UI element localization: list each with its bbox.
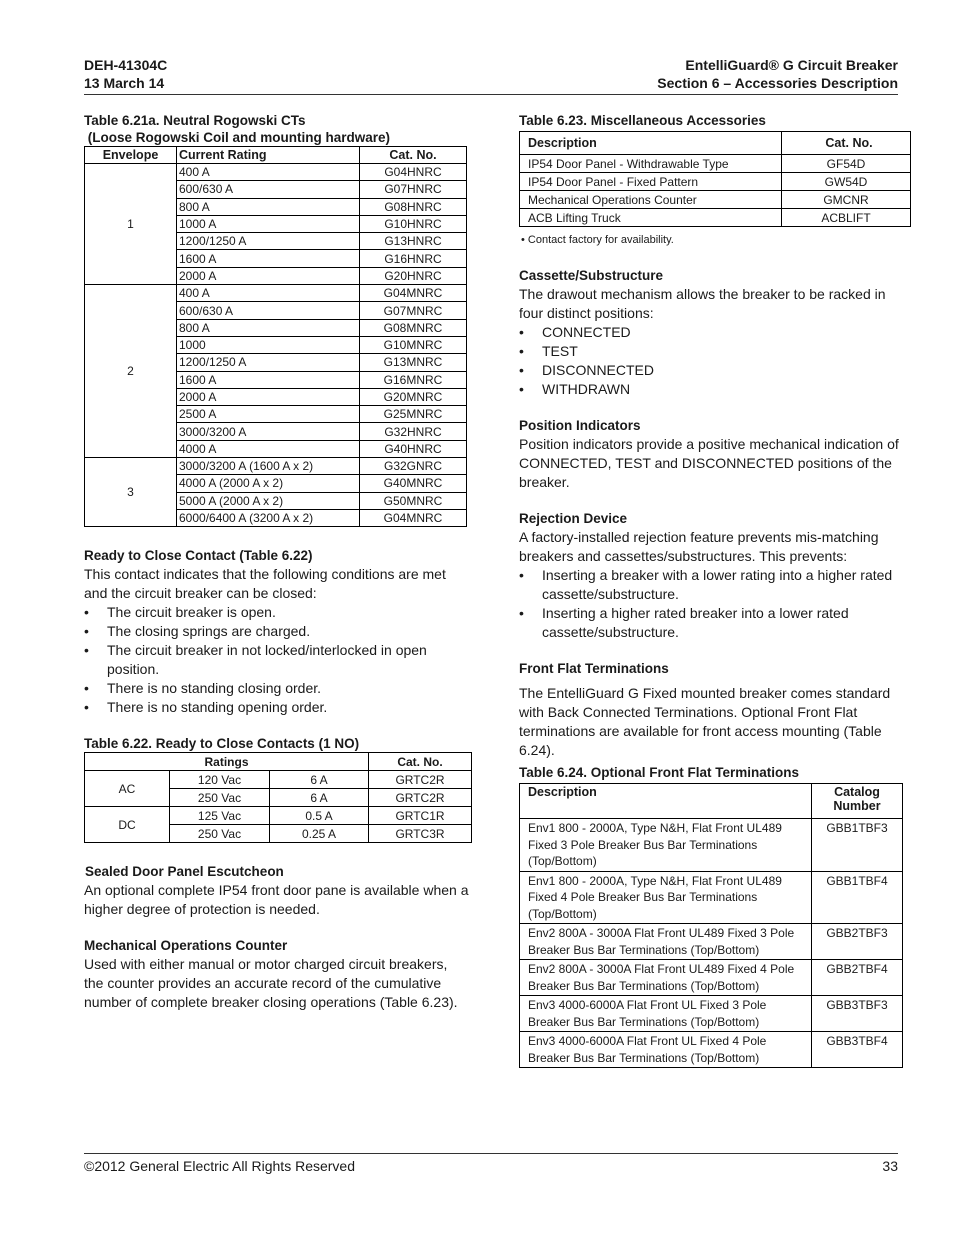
cat-cell: G20MNRC <box>360 388 467 405</box>
table-row <box>85 285 467 302</box>
rating-cell: 400 A <box>177 164 360 181</box>
desc-cell: IP54 Door Panel - Withdrawable Type <box>520 155 782 173</box>
envelope-cell: 1 <box>85 164 177 285</box>
rating-cell: 1200/1250 A <box>177 233 360 250</box>
rejection-heading: Rejection Device <box>519 511 628 526</box>
table-row <box>520 819 903 872</box>
desc-cell: Env3 4000-6000A Flat Front UL Fixed 3 Pole Breaker Bus Bar Terminations (Top/Bottom) <box>520 996 812 1032</box>
col-current-rating: Current Rating <box>177 147 360 164</box>
ready-to-close-heading: Ready to Close Contact (Table 6.22) <box>84 548 313 564</box>
col-description: Description <box>520 132 782 155</box>
col-catalog-number: Catalog Number <box>812 784 903 819</box>
rating-cell: 800 A <box>177 319 360 336</box>
rating-cell: 600/630 A <box>177 302 360 319</box>
desc-cell: Mechanical Operations Counter <box>520 191 782 209</box>
desc-cell: Env3 4000-6000A Flat Front UL Fixed 4 Pole Breaker Bus Bar Terminations (Top/Bottom) <box>520 1032 812 1068</box>
rating-cell: 4000 A (2000 A x 2) <box>177 475 360 492</box>
current-cell: 0.5 A <box>270 807 369 825</box>
mech-counter-text: Used with either manual or motor charged circuit breakers, the counter provides an accurate record of the cumulative number of complete breaker closing operations (Table 6.23). <box>84 956 458 1011</box>
table-row <box>520 191 911 209</box>
cat-cell: G50MNRC <box>360 492 467 509</box>
page-footer <box>84 1153 898 1175</box>
col-description: Description <box>520 784 812 819</box>
table-row <box>520 924 903 960</box>
voltage-cell: 250 Vac <box>170 825 270 843</box>
desc-cell: Env1 800 - 2000A, Type N&H, Flat Front UL489 Fixed 3 Pole Breaker Bus Bar Terminations (Top/Bottom) <box>520 819 812 872</box>
col-cat-no: Cat. No. <box>782 132 911 155</box>
table-row <box>520 155 911 173</box>
neutral-rogowski-table <box>84 146 467 527</box>
cat-cell: G13HNRC <box>360 233 467 250</box>
current-cell: 6 A <box>270 771 369 789</box>
list-item: • Inserting a breaker with a lower rating into a higher rated cassette/substructure. <box>519 566 911 604</box>
cat-cell: G32HNRC <box>360 423 467 440</box>
page-header <box>84 56 898 95</box>
rating-cell: 1000 <box>177 336 360 353</box>
cat-cell: G07MNRC <box>360 302 467 319</box>
table-row <box>85 807 472 825</box>
rating-cell: 2000 A <box>177 267 360 284</box>
rating-cell: 1200/1250 A <box>177 354 360 371</box>
cat-cell: GBB3TBF4 <box>812 1032 903 1068</box>
front-flat-text: The EntelliGuard G Fixed mounted breaker comes standard with Back Connected Terminations. Optional Front Flat terminations are available for front access mounting (Table 6.24). <box>519 685 891 758</box>
cat-cell: G04HNRC <box>360 164 467 181</box>
header-right <box>84 56 898 92</box>
rating-cell: 800 A <box>177 198 360 215</box>
current-cell: 0.25 A <box>270 825 369 843</box>
cat-cell: G16HNRC <box>360 250 467 267</box>
list-item: • WITHDRAWN <box>519 380 911 399</box>
cat-cell: G16MNRC <box>360 371 467 388</box>
desc-cell: Env1 800 - 2000A, Type N&H, Flat Front UL489 Fixed 4 Pole Breaker Bus Bar Terminations (Top/Bottom) <box>520 871 812 924</box>
cat-cell: GRTC2R <box>369 771 472 789</box>
list-item: • The closing springs are charged. <box>84 622 470 641</box>
cat-cell: G10MNRC <box>360 336 467 353</box>
cat-cell: GRTC1R <box>369 807 472 825</box>
section-title: Section 6 – Accessories Description <box>657 75 898 91</box>
cat-cell: G08MNRC <box>360 319 467 336</box>
current-cell: 6 A <box>270 789 369 807</box>
cat-cell: GBB3TBF3 <box>812 996 903 1032</box>
rating-cell: 3000/3200 A (1600 A x 2) <box>177 458 360 475</box>
table-row <box>520 1032 903 1068</box>
table-row <box>520 871 903 924</box>
cat-cell: G32GNRC <box>360 458 467 475</box>
table-624-caption: Table 6.24. Optional Front Flat Terminations <box>519 765 800 780</box>
cat-cell: ACBLIFT <box>782 209 911 227</box>
list-item: • DISCONNECTED <box>519 361 911 380</box>
col-envelope: Envelope <box>85 147 177 164</box>
cat-cell: GRTC2R <box>369 789 472 807</box>
col-cat-no: Cat. No. <box>360 147 467 164</box>
right-column <box>519 112 911 1068</box>
cat-cell: G25MNRC <box>360 406 467 423</box>
rating-cell: 400 A <box>177 285 360 302</box>
list-item: • CONNECTED <box>519 323 911 342</box>
voltage-cell: 120 Vac <box>170 771 270 789</box>
rating-cell: 3000/3200 A <box>177 423 360 440</box>
cassette-positions-list <box>519 323 911 399</box>
availability-note: • Contact factory for availability. <box>521 234 674 246</box>
page-number: 33 <box>882 1158 898 1174</box>
list-item: • Inserting a higher rated breaker into a lower rated cassette/substructure. <box>519 604 911 642</box>
rating-cell: 1600 A <box>177 371 360 388</box>
front-flat-heading: Front Flat Terminations <box>519 661 669 676</box>
cat-cell: G40HNRC <box>360 440 467 457</box>
cat-cell: G20HNRC <box>360 267 467 284</box>
caption-line-1: Table 6.21a. Neutral Rogowski CTs <box>84 113 306 128</box>
table-row <box>520 173 911 191</box>
table-621-caption <box>84 112 470 146</box>
ready-to-close-list <box>84 603 470 717</box>
envelope-cell: 2 <box>85 285 177 458</box>
table-row <box>520 960 903 996</box>
list-item: • The circuit breaker is open. <box>84 603 470 622</box>
caption-line-2: (Loose Rogowski Coil and mounting hardware) <box>84 130 391 145</box>
doc-date: 13 March 14 <box>84 75 165 91</box>
list-item: • The circuit breaker in not locked/interlocked in open position. <box>84 641 470 679</box>
cat-cell: GF54D <box>782 155 911 173</box>
ready-to-close-intro: This contact indicates that the following conditions are met and the circuit breaker can be closed: <box>84 566 446 602</box>
col-cat-no: Cat. No. <box>369 753 472 771</box>
rating-cell: 1000 A <box>177 215 360 232</box>
left-column <box>84 112 470 1012</box>
desc-cell: ACB Lifting Truck <box>520 209 782 227</box>
cassette-intro: The drawout mechanism allows the breaker to be racked in four distinct positions: <box>519 286 886 321</box>
voltage-cell: 250 Vac <box>170 789 270 807</box>
cat-cell: GBB2TBF4 <box>812 960 903 996</box>
position-indicators-text: Position indicators provide a positive mechanical indication of CONNECTED, TEST and DISCONNECTED positions of the breaker. <box>519 436 899 490</box>
mech-counter-heading: Mechanical Operations Counter <box>84 938 288 954</box>
product-name: EntelliGuard® G Circuit Breaker <box>685 57 898 73</box>
misc-accessories-table <box>519 131 911 227</box>
rating-cell: 2000 A <box>177 388 360 405</box>
rating-cell: 5000 A (2000 A x 2) <box>177 492 360 509</box>
cat-cell: GBB1TBF3 <box>812 819 903 872</box>
cat-cell: GBB1TBF4 <box>812 871 903 924</box>
envelope-cell: 3 <box>85 458 177 527</box>
rating-cell: 6000/6400 A (3200 A x 2) <box>177 509 360 526</box>
doc-id: DEH-41304C <box>84 57 168 73</box>
rating-cell: 600/630 A <box>177 181 360 198</box>
position-indicators-heading: Position Indicators <box>519 418 641 433</box>
table-row <box>520 996 903 1032</box>
cat-cell: G07HNRC <box>360 181 467 198</box>
list-item: • TEST <box>519 342 911 361</box>
cat-cell: G13MNRC <box>360 354 467 371</box>
copyright: ©2012 General Electric All Rights Reserved <box>84 1158 355 1174</box>
list-item: • There is no standing opening order. <box>84 698 470 717</box>
rating-cell: 2500 A <box>177 406 360 423</box>
table-row <box>520 209 911 227</box>
desc-cell: Env2 800A - 3000A Flat Front UL489 Fixed 4 Pole Breaker Bus Bar Terminations (Top/Bottom) <box>520 960 812 996</box>
table-622-caption: Table 6.22. Ready to Close Contacts (1 NO) <box>84 736 360 752</box>
table-row <box>85 458 467 475</box>
cat-cell: GRTC3R <box>369 825 472 843</box>
sealed-door-text: An optional complete IP54 front door pane is available when a higher degree of protection is needed. <box>84 882 469 918</box>
cat-cell: GMCNR <box>782 191 911 209</box>
table-row <box>85 771 472 789</box>
desc-cell: IP54 Door Panel - Fixed Pattern <box>520 173 782 191</box>
cat-cell: G08HNRC <box>360 198 467 215</box>
cat-cell: G04MNRC <box>360 285 467 302</box>
type-cell: AC <box>85 771 170 807</box>
cat-cell: G04MNRC <box>360 509 467 526</box>
ready-to-close-table <box>84 752 472 843</box>
cat-cell: GW54D <box>782 173 911 191</box>
sealed-door-heading: Sealed Door Panel Escutcheon <box>85 864 284 880</box>
col-ratings: Ratings <box>85 753 369 771</box>
desc-cell: Env2 800A - 3000A Flat Front UL489 Fixed 3 Pole Breaker Bus Bar Terminations (Top/Bottom) <box>520 924 812 960</box>
voltage-cell: 125 Vac <box>170 807 270 825</box>
table-row <box>85 164 467 181</box>
cat-cell: G10HNRC <box>360 215 467 232</box>
table-623-caption: Table 6.23. Miscellaneous Accessories <box>519 113 766 128</box>
type-cell: DC <box>85 807 170 843</box>
cassette-heading: Cassette/Substructure <box>519 268 664 283</box>
front-flat-table <box>519 783 903 1068</box>
cat-cell: GBB2TBF3 <box>812 924 903 960</box>
cat-cell: G40MNRC <box>360 475 467 492</box>
header-left <box>84 56 167 92</box>
rejection-intro: A factory-installed rejection feature prevents mis-matching breakers and cassettes/substructures. This prevents: <box>519 529 879 564</box>
rating-cell: 4000 A <box>177 440 360 457</box>
rejection-list <box>519 566 911 642</box>
rating-cell: 1600 A <box>177 250 360 267</box>
list-item: • There is no standing closing order. <box>84 679 470 698</box>
